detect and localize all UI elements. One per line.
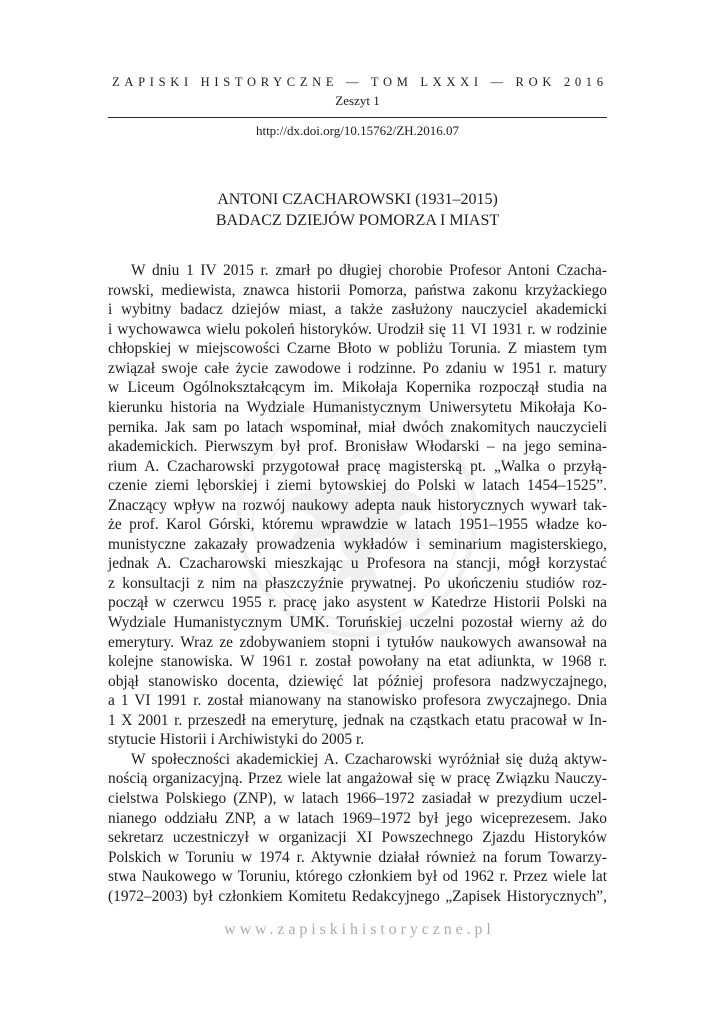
text-line: W dniu 1 IV 2015 r. zmarł po długiej chorobie Profesor Antoni Czacha- bbox=[131, 262, 607, 280]
text-line: objął stanowisko docenta, dziewięć lat później profesora nadzwyczajnego, bbox=[108, 672, 607, 690]
text-line: stytucie Historii i Archiwistyki do 2005 r. bbox=[108, 731, 365, 749]
text-line: czenie ziemi lęborskiej i ziemi bytowskiej do Polski w latach 1454–1525”. bbox=[108, 477, 607, 495]
text-line: jednak A. Czacharowski mieszkając u Profesora na stancji, mógł korzystać bbox=[108, 555, 607, 573]
text-line: W społeczności akademickiej A. Czacharowski wyróżniał się dużą aktyw- bbox=[131, 750, 607, 768]
article-title bbox=[0, 189, 715, 231]
text-line: nianego oddziału ZNP, a w latach 1969–1972 był jego wiceprezesem. Jako bbox=[108, 809, 607, 827]
text-line: (1972–2003) był członkiem Komitetu Redakcyjnego „Zapisek Historycznych”, bbox=[108, 887, 607, 905]
text-line: chłopskiej w miejscowości Czarne Błoto w pobliżu Torunia. Z miastem tym bbox=[108, 340, 607, 358]
text-line: emerytury. Wraz ze zdobywaniem stopni i tytułów naukowych awansował na bbox=[108, 633, 607, 651]
text-line: począł w czerwcu 1955 r. pracę jako asystent w Katedrze Historii Polski na bbox=[108, 594, 607, 612]
text-line: w Liceum Ogólnokształcącym im. Mikołaja Kopernika rozpoczął studia na bbox=[108, 379, 607, 397]
paragraph-2 bbox=[108, 750, 607, 906]
text-line: Znaczący wpływ na rozwój naukowy adepta nauk historycznych wywarł tak- bbox=[108, 496, 607, 514]
article-body bbox=[108, 261, 607, 906]
text-line: stwa Naukowego w Toruniu, którego członkiem był od 1962 r. Przez wiele lat bbox=[108, 868, 607, 886]
text-line: kierunku historia na Wydziale Humanistycznym Uniwersytetu Mikołaja Ko- bbox=[108, 399, 607, 417]
title-line-2: BADACZ DZIEJÓW POMORZA I MIAST bbox=[215, 211, 500, 229]
header-rule bbox=[108, 117, 607, 118]
text-line: związał swoje całe życie zawodowe i rodzinne. Po zdaniu w 1951 r. matury bbox=[108, 359, 607, 377]
paragraph-1 bbox=[108, 261, 607, 750]
text-line: rowski, mediewista, znawca historii Pomorza, państwa zakonu krzyżackiego bbox=[108, 281, 607, 299]
journal-running-header: ZAPISKI HISTORYCZNE — TOM LXXXI — ROK 2016 bbox=[112, 75, 608, 89]
text-line: Wydziale Humanistycznym UMK. Toruńskiej uczelni pozostał wierny aż do bbox=[108, 614, 607, 632]
text-line: że prof. Karol Górski, któremu wprawdzie w latach 1951–1955 władze ko- bbox=[108, 516, 607, 534]
text-line: i wychowawca wielu pokoleń historyków. Urodził się 11 VI 1931 r. w rodzinie bbox=[108, 320, 607, 338]
text-line: nością organizacyjną. Przez wiele lat angażował się w pracę Związku Nauczy- bbox=[108, 770, 607, 788]
text-line: sekretarz uczestniczył w organizacji XI Powszechnego Zjazdu Historyków bbox=[108, 829, 607, 847]
text-line: Polskich w Toruniu w 1974 r. Aktywnie działał również na forum Towarzy- bbox=[108, 848, 607, 866]
text-line: akademickich. Pierwszym był prof. Bronisław Włodarski – na jego semina- bbox=[108, 438, 607, 456]
text-line: munistyczne zakazały prowadzenia wykładów i seminarium magisterskiego, bbox=[108, 535, 607, 553]
text-line: a 1 VI 1991 r. został mianowany na stanowisko profesora zwyczajnego. Dnia bbox=[108, 692, 607, 710]
text-line: pernika. Jak sam po latach wspominał, miał dwóch znakomitych nauczycieli bbox=[108, 418, 607, 436]
text-line: rium A. Czacharowski przygotował pracę magisterską pt. „Walka o przyłą- bbox=[108, 457, 607, 475]
text-line: i wybitny badacz dziejów miast, a także zasłużony nauczyciel akademicki bbox=[108, 301, 607, 319]
text-line: z konsultacji z nim na płaszczyźnie prywatnej. Po ukończeniu studiów roz- bbox=[108, 574, 607, 592]
title-line-1: ANTONI CZACHAROWSKI (1931–2015) bbox=[217, 190, 498, 208]
journal-website-footer: www.zapiskihistoryczne.pl bbox=[224, 921, 495, 938]
doi-link[interactable]: http://dx.doi.org/10.15762/ZH.2016.07 bbox=[255, 123, 460, 138]
text-line: kolejne stanowiska. W 1961 r. został powołany na etat adiunkta, w 1968 r. bbox=[108, 653, 607, 671]
text-line: cielstwa Polskiego (ZNP), w latach 1966–1972 zasiadał w prezydium uczel- bbox=[108, 789, 607, 807]
text-line: 1 X 2001 r. przeszedł na emeryturę, jednak na cząstkach etatu pracował w In- bbox=[108, 711, 607, 729]
issue-number: Zeszyt 1 bbox=[335, 93, 380, 108]
